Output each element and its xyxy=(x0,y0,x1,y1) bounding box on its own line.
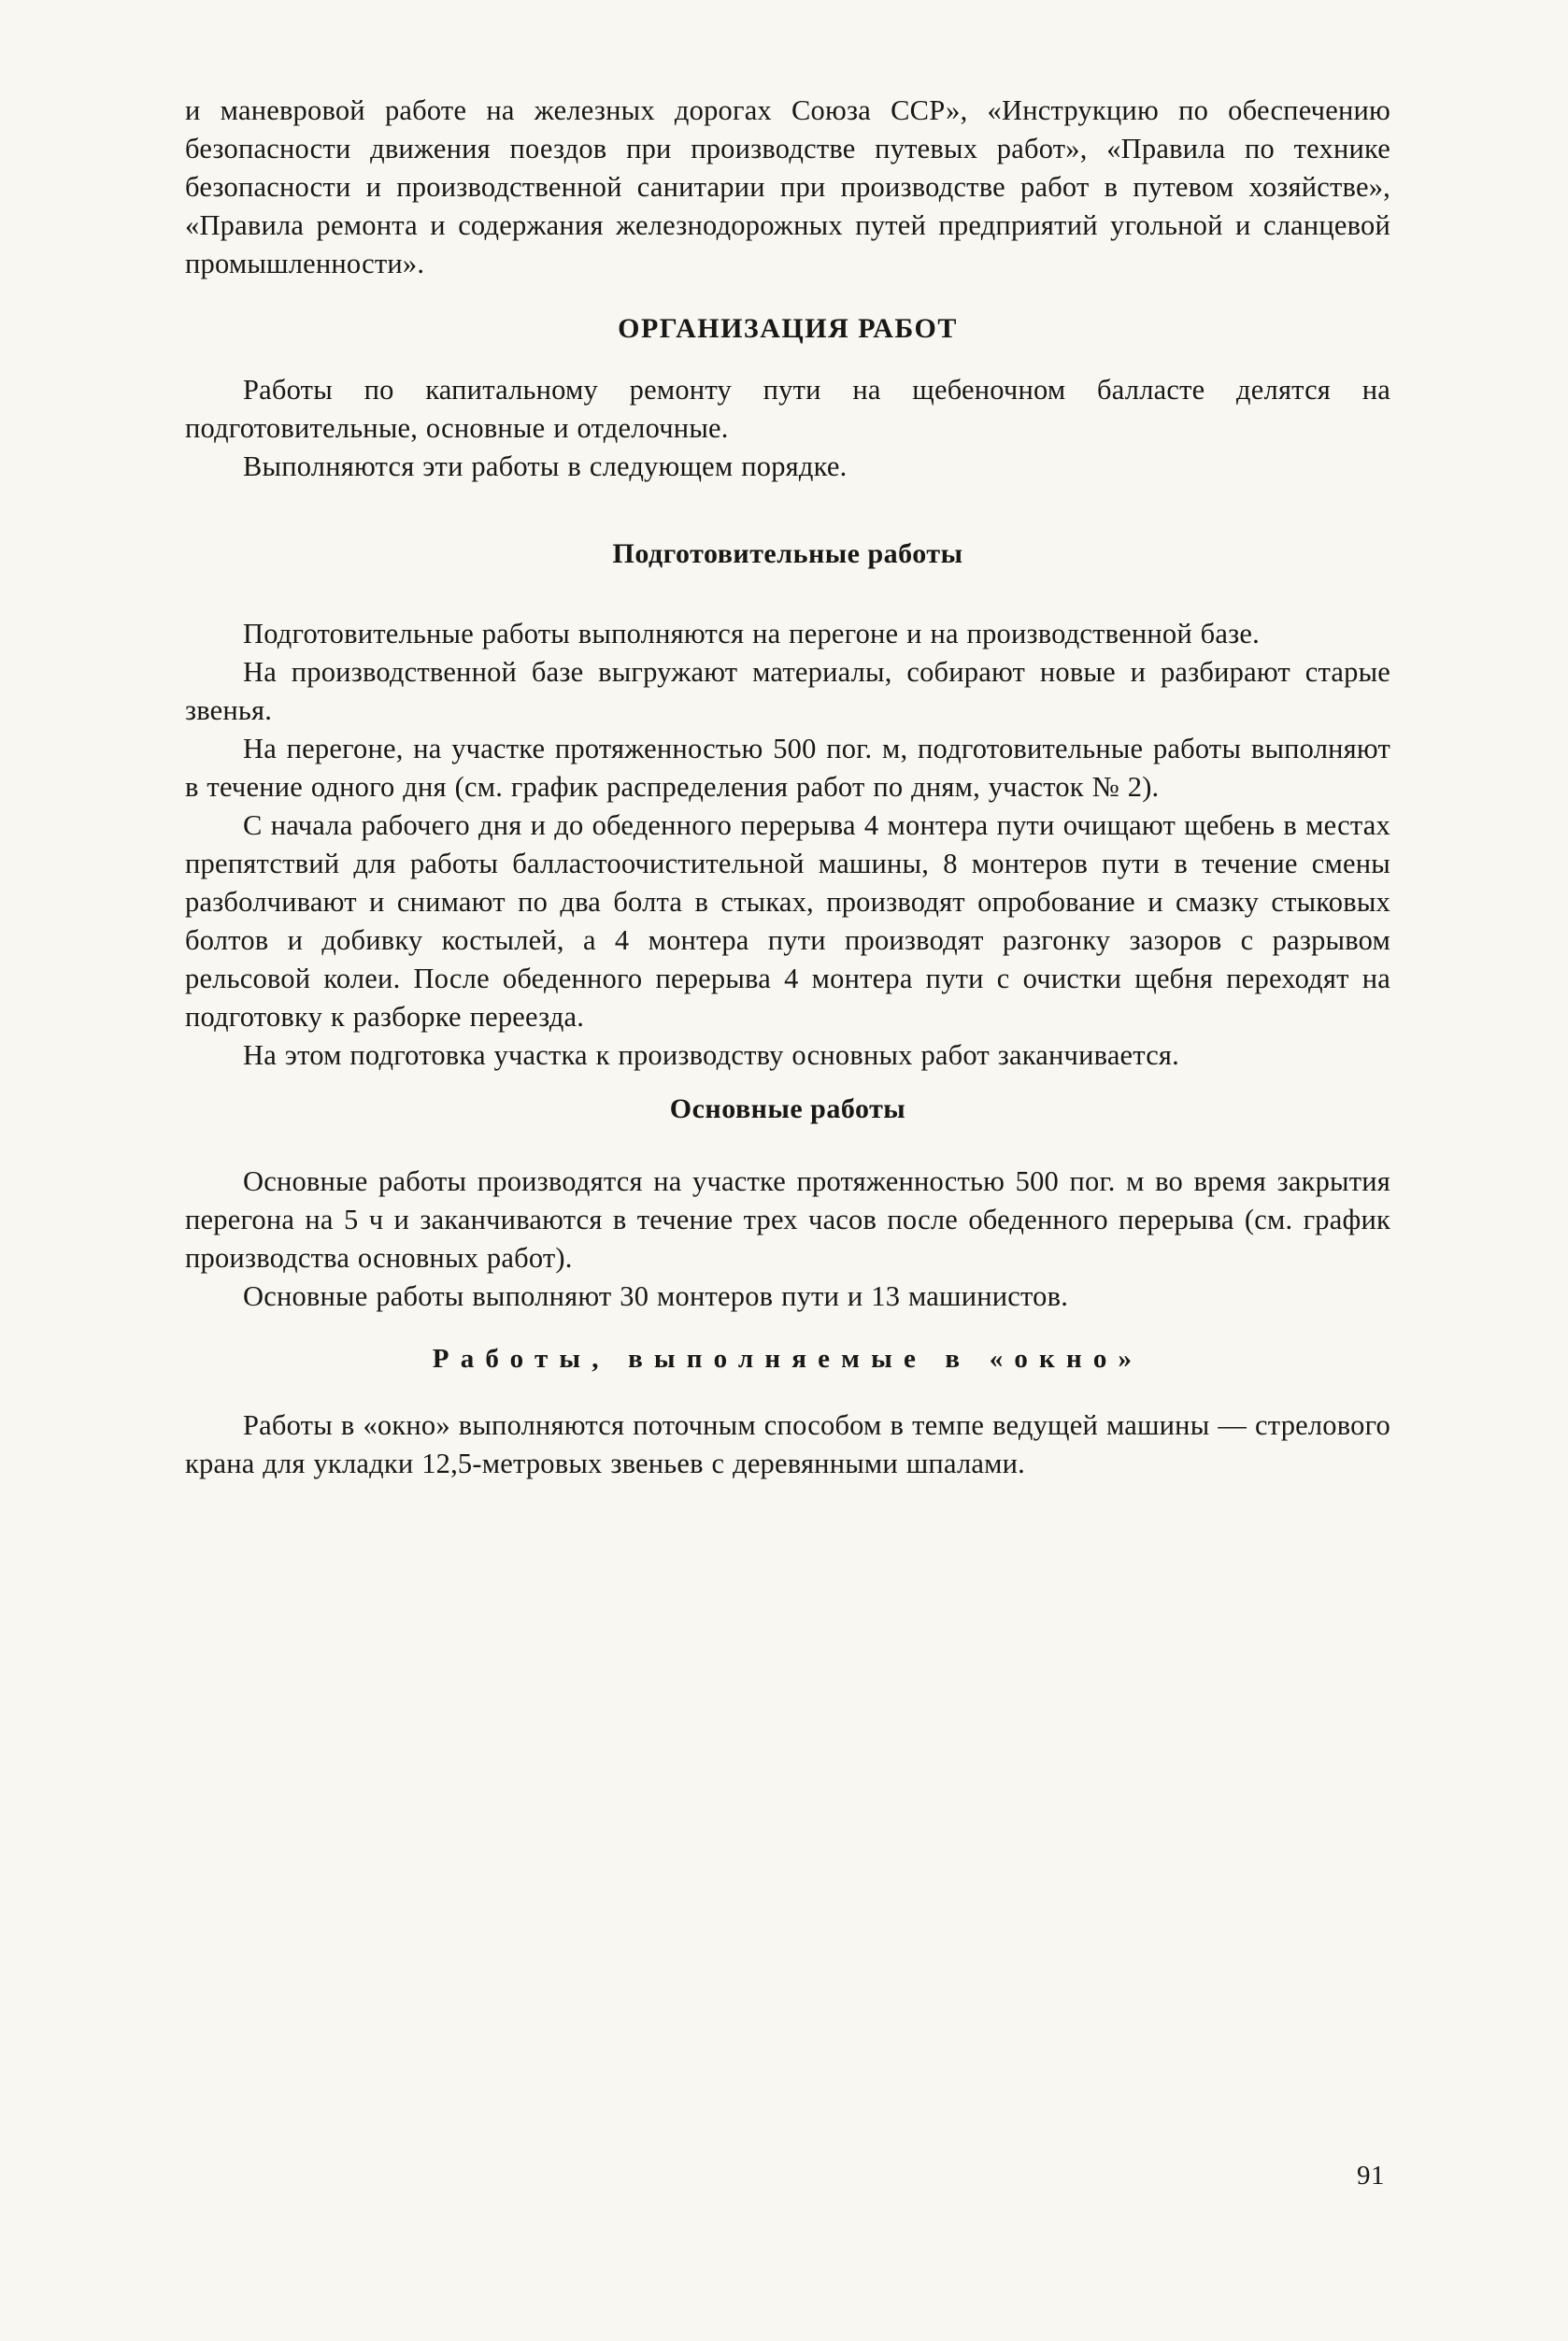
paragraph: На производственной базе выгружают материалы, собирают новые и разбирают старые звенья. xyxy=(185,656,1390,726)
paragraph: На этом подготовка участка к производству основных работ заканчивается. xyxy=(243,1039,1179,1071)
paragraph: Подготовительные работы выполняются на перегоне и на производственной базе. xyxy=(243,618,1260,649)
paragraph: Работы по капитальному ремонту пути на щебеночном балласте делятся на подготовительные, основные и отделочные. xyxy=(185,374,1390,444)
section-heading-organization-of-works: ОРГАНИЗАЦИЯ РАБОТ xyxy=(618,313,958,344)
paragraph: На перегоне, на участке протяженностью 500 пог. м, подготовительные работы выполняют в течение одного дня (см. график распределения работ по дням, участок № 2). xyxy=(185,733,1390,803)
intro-paragraph: и маневровой работе на железных дорогах Союза ССР», «Инструкцию по обеспечению безопасности движения поездов при производстве путевых работ», «Правила по технике безопасности и производственной санитарии при производстве работ в путевом хозяйстве», «Правила ремонта и содержания железнодорожных путей предприятий угольной и сланцевой промышленности». xyxy=(185,94,1390,279)
paragraph: Выполняются эти работы в следующем порядке. xyxy=(243,450,848,482)
paragraph: Основные работы выполняют 30 монтеров пути и 13 машинистов. xyxy=(243,1280,1069,1312)
section-heading-works-in-window: Работы, выполняемые в «окно» xyxy=(432,1344,1144,1374)
paragraph: Работы в «окно» выполняются поточным способом в темпе ведущей машины — стрелового крана для укладки 12,5-метровых звеньев с деревянными шпалами. xyxy=(185,1409,1390,1479)
section-heading-main-works: Основные работы xyxy=(669,1093,906,1124)
page-number: 91 xyxy=(1357,2161,1385,2191)
section-heading-preparatory-works: Подготовительные работы xyxy=(612,538,963,569)
text-block xyxy=(185,92,1390,1483)
paragraph: Основные работы производятся на участке протяженностью 500 пог. м во время закрытия перегона на 5 ч и заканчиваются в течение трех часов после обеденного перерыва (см. график производства основных работ). xyxy=(185,1165,1390,1274)
paragraph: С начала рабочего дня и до обеденного перерыва 4 монтера пути очищают щебень в местах препятствий для работы балластоочистительной машины, 8 монтеров пути в течение смены разболчивают и снимают по два болта в стыках, производят опробование и смазку стыковых болтов и добивку костылей, а 4 монтера пути производят разгонку зазоров с разрывом рельсовой колеи. После обеденного перерыва 4 монтера пути с очистки щебня переходят на подготовку к разборке переезда. xyxy=(185,809,1390,1033)
